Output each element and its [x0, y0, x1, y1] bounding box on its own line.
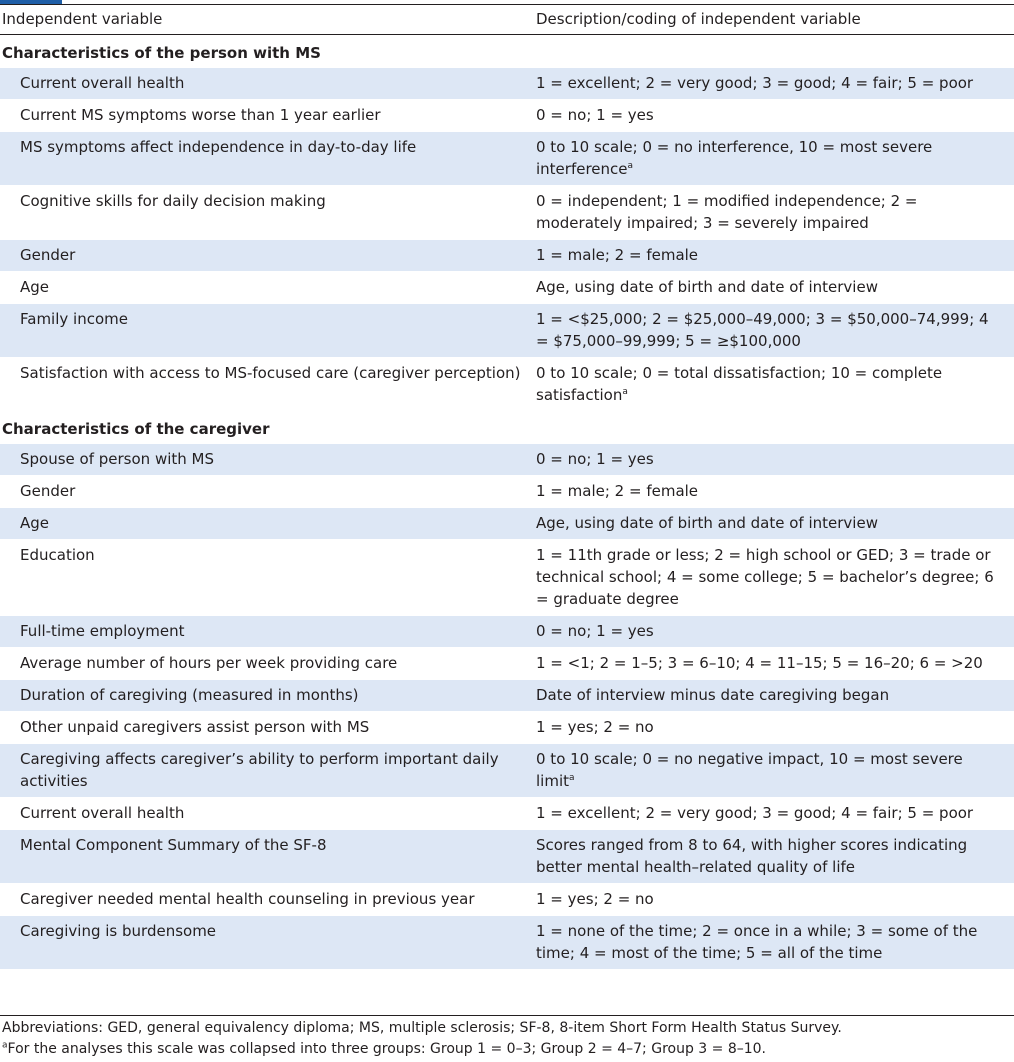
- description-cell: [527, 616, 1014, 648]
- variable-cell: Age: [0, 272, 527, 304]
- variable-cell: Duration of caregiving (measured in months): [0, 680, 527, 712]
- description-cell: [527, 304, 1014, 358]
- description-cell: [527, 358, 1014, 412]
- variable-cell: Caregiving affects caregiver’s ability to perform important daily activities: [0, 744, 527, 798]
- footnote-marker: a: [627, 161, 634, 171]
- table-row: [0, 712, 1014, 744]
- group-heading-row: [0, 35, 1014, 68]
- footnote-marker: a: [622, 387, 628, 397]
- footnote-marker: a: [569, 773, 575, 783]
- table-row: [0, 798, 1014, 830]
- description-cell: [527, 680, 1014, 712]
- variable-cell: Caregiving is burdensome: [0, 916, 527, 970]
- column-header-description: Description/coding of independent variable: [527, 5, 1014, 35]
- variable-cell: Average number of hours per week providing care: [0, 648, 527, 680]
- footnote-a-text: For the analyses this scale was collapsed into three groups: Group 1 = 0–3; Group 2 = 4–7; Group 3 = 8–10.: [7, 1041, 767, 1057]
- table-row: [0, 100, 1014, 132]
- description-cell: [527, 132, 1014, 186]
- variable-cell: Current overall health: [0, 68, 527, 100]
- variable-cell: MS symptoms affect independence in day-to-day life: [0, 132, 527, 186]
- description-text: 0 to 10 scale; 0 = no negative impact, 10 = most severe limit: [536, 750, 963, 790]
- group-heading-row: [0, 411, 1014, 444]
- description-cell: [527, 100, 1014, 132]
- table-row: [0, 304, 1014, 358]
- description-cell: [527, 884, 1014, 916]
- description-text: 1 = yes; 2 = no: [536, 718, 654, 736]
- table-row: [0, 476, 1014, 508]
- description-cell: [527, 916, 1014, 970]
- description-text: 1 = excellent; 2 = very good; 3 = good; 4 = fair; 5 = poor: [536, 74, 974, 92]
- table-footnotes: [2, 1018, 1012, 1060]
- variable-cell: Other unpaid caregivers assist person with MS: [0, 712, 527, 744]
- description-cell: [527, 186, 1014, 240]
- description-cell: [527, 830, 1014, 884]
- table-row: [0, 508, 1014, 540]
- group-heading: Characteristics of the person with MS: [2, 44, 321, 62]
- description-text: Age, using date of birth and date of interview: [536, 514, 878, 532]
- description-cell: [527, 540, 1014, 616]
- description-text: 1 = male; 2 = female: [536, 482, 699, 500]
- description-text: 0 to 10 scale; 0 = no interference, 10 = most severe interference: [536, 138, 933, 178]
- variable-cell: Full-time employment: [0, 616, 527, 648]
- description-cell: [527, 508, 1014, 540]
- variable-cell: Gender: [0, 240, 527, 272]
- table-row: [0, 744, 1014, 798]
- description-text: 0 = independent; 1 = modified independence; 2 = moderately impaired; 3 = severely impaired: [536, 192, 918, 232]
- description-cell: [527, 240, 1014, 272]
- variable-cell: Education: [0, 540, 527, 616]
- variable-cell: Family income: [0, 304, 527, 358]
- description-cell: [527, 712, 1014, 744]
- description-cell: [527, 798, 1014, 830]
- table-row: [0, 540, 1014, 616]
- description-cell: [527, 68, 1014, 100]
- table-row: [0, 68, 1014, 100]
- footnote-abbreviations: Abbreviations: GED, general equivalency diploma; MS, multiple sclerosis; SF-8, 8-item Short Form Health Status Survey.: [2, 1020, 842, 1036]
- table-body: [0, 35, 1014, 970]
- description-text: Age, using date of birth and date of interview: [536, 278, 878, 296]
- description-text: 1 = yes; 2 = no: [536, 890, 654, 908]
- footnote-a: [2, 1039, 1012, 1060]
- description-text: 1 = excellent; 2 = very good; 3 = good; 4 = fair; 5 = poor: [536, 804, 974, 822]
- variable-cell: Caregiver needed mental health counseling in previous year: [0, 884, 527, 916]
- table-row: [0, 358, 1014, 412]
- table-bottom-rule: [0, 1015, 1014, 1016]
- variable-cell: Satisfaction with access to MS-focused care (caregiver perception): [0, 358, 527, 412]
- group-heading: Characteristics of the caregiver: [2, 420, 270, 438]
- table-row: [0, 648, 1014, 680]
- variable-cell: Cognitive skills for daily decision making: [0, 186, 527, 240]
- table-row: [0, 830, 1014, 884]
- description-cell: [527, 444, 1014, 476]
- description-text: 0 = no; 1 = yes: [536, 622, 654, 640]
- variable-cell: Spouse of person with MS: [0, 444, 527, 476]
- description-cell: [527, 744, 1014, 798]
- table-header-row: [0, 5, 1014, 35]
- description-text: 1 = none of the time; 2 = once in a while; 3 = some of the time; 4 = most of the time; 5 = all of the time: [536, 922, 978, 962]
- column-header-variable: Independent variable: [0, 5, 527, 35]
- description-text: 1 = <1; 2 = 1–5; 3 = 6–10; 4 = 11–15; 5 = 16–20; 6 = >20: [536, 654, 983, 672]
- table-row: [0, 444, 1014, 476]
- table-row: [0, 240, 1014, 272]
- description-cell: [527, 476, 1014, 508]
- description-text: Date of interview minus date caregiving began: [536, 686, 890, 704]
- table-row: [0, 884, 1014, 916]
- variable-cell: Current MS symptoms worse than 1 year earlier: [0, 100, 527, 132]
- description-text: 1 = 11th grade or less; 2 = high school or GED; 3 = trade or technical school; 4 = some college; 5 = bachelor’s degree; 6 = graduate degree: [536, 546, 994, 608]
- table-row: [0, 616, 1014, 648]
- table-row: [0, 272, 1014, 304]
- description-text: 1 = <$25,000; 2 = $25,000–49,000; 3 = $50,000–74,999; 4 = $75,000–99,999; 5 = ≥$100,000: [536, 310, 989, 350]
- table-row: [0, 132, 1014, 186]
- variable-cell: Gender: [0, 476, 527, 508]
- description-text: 0 = no; 1 = yes: [536, 106, 654, 124]
- footnote-a-marker: a: [2, 1040, 8, 1051]
- description-text: 1 = male; 2 = female: [536, 246, 699, 264]
- description-text: 0 = no; 1 = yes: [536, 450, 654, 468]
- table-row: [0, 186, 1014, 240]
- description-text: 0 to 10 scale; 0 = total dissatisfaction; 10 = complete satisfaction: [536, 364, 943, 404]
- table-row: [0, 916, 1014, 970]
- variables-table: [0, 5, 1014, 969]
- variable-cell: Mental Component Summary of the SF-8: [0, 830, 527, 884]
- variable-cell: Age: [0, 508, 527, 540]
- description-cell: [527, 648, 1014, 680]
- variable-cell: Current overall health: [0, 798, 527, 830]
- description-text: Scores ranged from 8 to 64, with higher scores indicating better mental health–related quality of life: [536, 836, 968, 876]
- description-cell: [527, 272, 1014, 304]
- table-row: [0, 680, 1014, 712]
